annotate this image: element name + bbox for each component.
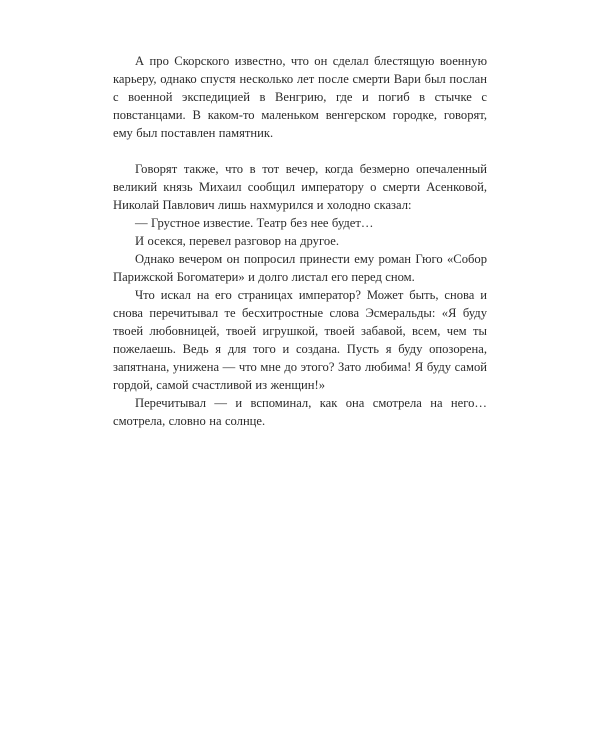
text-column (113, 52, 487, 430)
paragraph-osyoksya: И осекся, перевел разговор на другое. (135, 234, 340, 248)
paragraph-govoryat-takzhe: Говорят также, что в тот вечер, когда безмерно опечаленный великий князь Михаил сообщил императору о смерти Асенковой, Николай Павлович лишь нахмурился и холодно сказал: (113, 162, 487, 212)
paragraph-esmeralda-quote: Что искал на его страницах император? Может быть, снова и снова перечитывал те бесхитростные слова Эсмеральды: «Я буду твоей любовницей, твоей игрушкой, твоей забавой, всем, чем ты пожелаешь. Ведь я для того и создана. Пусть я буду опозорена, запятнана, унижена — что мне до этого? Зато любима! Я буду самой гордой, самой счастливой из женщин!» (113, 288, 487, 392)
paragraph-hugo-novel: Однако вечером он попросил принести ему роман Гюго «Собор Парижской Богоматери» и долго листал его перед сном. (113, 252, 487, 284)
paragraph-skorsky: А про Скорского известно, что он сделал блестящую военную карьеру, однако спустя несколько лет после смерти Вари был послан с военной экспедицией в Венгрию, где и погиб в стычке с повстанцами. В каком-то маленьком венгерском городке, говорят, ему был поставлен памятник. (113, 54, 487, 140)
paragraph-perechityval: Перечитывал — и вспоминал, как она смотрела на него… смотрела, словно на солнце. (113, 396, 487, 428)
paragraph-dialogue-grustnoe: — Грустное известие. Театр без нее будет… (135, 216, 374, 230)
